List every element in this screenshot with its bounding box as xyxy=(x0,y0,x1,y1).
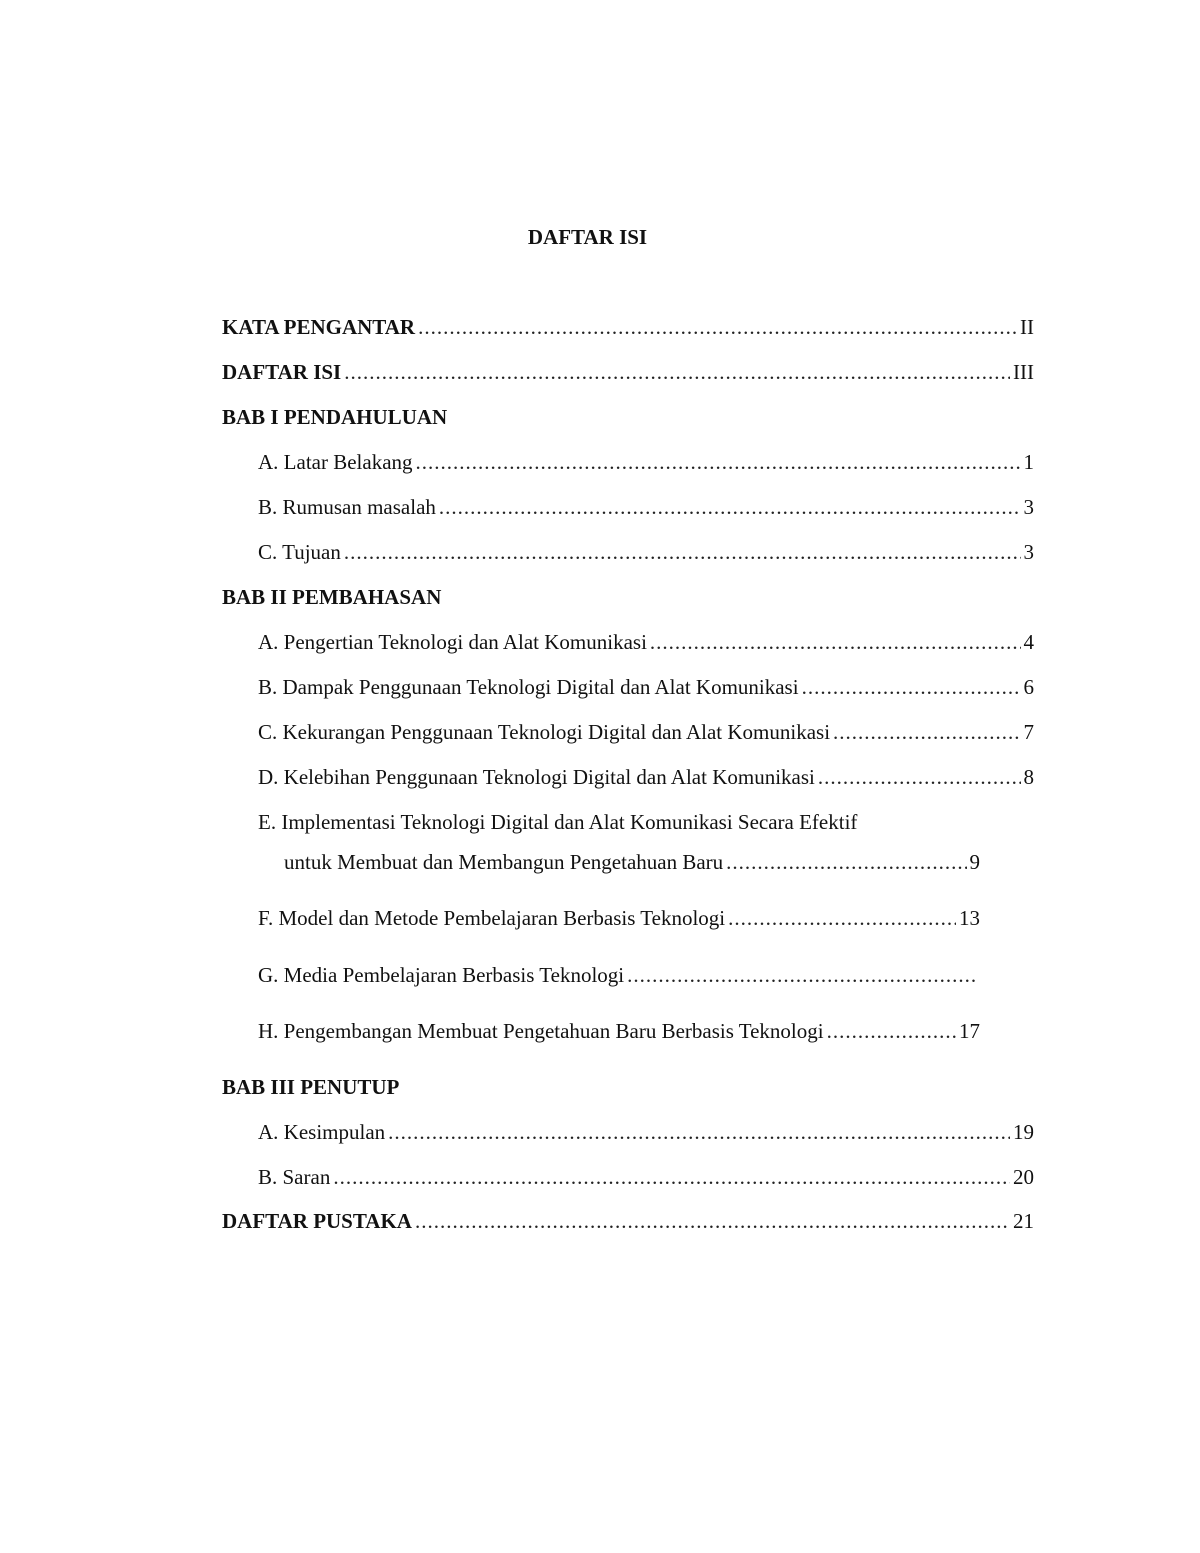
dot-leader xyxy=(818,762,1021,792)
toc-entry-label: C. Tujuan xyxy=(258,540,341,564)
toc-entry-page: 9 xyxy=(969,850,980,874)
toc-entry-page: 4 xyxy=(1023,630,1034,654)
toc-entry-label: A. Latar Belakang xyxy=(258,450,413,474)
toc-entry-daftar-isi[interactable] xyxy=(222,357,1034,387)
toc-entry[interactable] xyxy=(258,447,1034,477)
toc-entry-label: G. Media Pembelajaran Berbasis Teknologi xyxy=(258,963,625,987)
toc-entry-label: KATA PENGANTAR xyxy=(222,315,416,339)
dot-leader xyxy=(802,672,1021,702)
page-title: DAFTAR ISI xyxy=(527,225,648,249)
toc-entry-page: 8 xyxy=(1023,765,1034,789)
toc-entry-page: II xyxy=(1020,315,1034,339)
dot-leader xyxy=(344,537,1021,567)
toc-entry[interactable] xyxy=(258,717,1034,747)
toc-entry-page: 13 xyxy=(959,906,980,930)
toc-entry-page: 7 xyxy=(1023,720,1034,744)
chapter-heading-bab-2[interactable]: BAB II PEMBAHASAN xyxy=(222,585,442,609)
toc-entry-page: 3 xyxy=(1023,495,1034,519)
toc-entry-label: F. Model dan Metode Pembelajaran Berbasis Teknologi xyxy=(258,906,726,930)
dot-leader xyxy=(728,903,956,933)
toc-entry-label: DAFTAR ISI xyxy=(222,360,342,384)
toc-entry-page: 1 xyxy=(1023,450,1034,474)
toc-entry-daftar-pustaka[interactable] xyxy=(222,1206,1034,1236)
toc-entry-label: DAFTAR PUSTAKA xyxy=(222,1209,412,1233)
toc-entry[interactable] xyxy=(258,492,1034,522)
dot-leader xyxy=(439,492,1021,522)
dot-leader xyxy=(627,960,977,990)
toc-entry-label: B. Saran xyxy=(258,1165,331,1189)
toc-entry-first-line[interactable]: E. Implementasi Teknologi Digital dan Alat Komunikasi Secara Efektif xyxy=(258,810,858,834)
toc-entry-page: 6 xyxy=(1023,675,1034,699)
toc-entry[interactable] xyxy=(258,672,1034,702)
toc-entry-page: III xyxy=(1013,360,1034,384)
toc-entry[interactable] xyxy=(284,847,980,877)
dot-leader xyxy=(650,627,1021,657)
dot-leader xyxy=(388,1117,1010,1147)
toc-entry-page: 19 xyxy=(1013,1120,1034,1144)
dot-leader xyxy=(833,717,1020,747)
toc-entry-page: 21 xyxy=(1013,1209,1034,1233)
toc-entry[interactable] xyxy=(258,1016,980,1046)
toc-entry-label: H. Pengembangan Membuat Pengetahuan Baru Berbasis Teknologi xyxy=(258,1019,824,1043)
toc-entry[interactable] xyxy=(258,537,1034,567)
toc-entry-label: C. Kekurangan Penggunaan Teknologi Digital dan Alat Komunikasi xyxy=(258,720,831,744)
toc-entry-page: 17 xyxy=(959,1019,980,1043)
dot-leader xyxy=(827,1016,956,1046)
toc-entry[interactable] xyxy=(258,1117,1034,1147)
chapter-heading-bab-3[interactable]: BAB III PENUTUP xyxy=(222,1075,400,1099)
toc-entry-label: B. Dampak Penggunaan Teknologi Digital dan Alat Komunikasi xyxy=(258,675,799,699)
dot-leader xyxy=(344,357,1010,387)
dot-leader xyxy=(418,312,1017,342)
toc-entry-label: D. Kelebihan Penggunaan Teknologi Digital dan Alat Komunikasi xyxy=(258,765,815,789)
toc-entry-page: 3 xyxy=(1023,540,1034,564)
toc-entry[interactable] xyxy=(258,960,980,990)
toc-entry-kata-pengantar[interactable] xyxy=(222,312,1034,342)
toc-entry-page: 20 xyxy=(1013,1165,1034,1189)
dot-leader xyxy=(333,1162,1010,1192)
toc-entry[interactable] xyxy=(258,903,980,933)
toc-entry[interactable] xyxy=(258,1162,1034,1192)
toc-entry[interactable] xyxy=(258,627,1034,657)
toc-entry-label: B. Rumusan masalah xyxy=(258,495,436,519)
toc-entry[interactable] xyxy=(258,762,1034,792)
dot-leader xyxy=(726,847,966,877)
dot-leader xyxy=(416,447,1021,477)
chapter-heading-bab-1[interactable]: BAB I PENDAHULUAN xyxy=(222,405,448,429)
toc-entry-label: untuk Membuat dan Membangun Pengetahuan Baru xyxy=(284,850,724,874)
toc-entry-label: A. Kesimpulan xyxy=(258,1120,386,1144)
toc-entry-label: A. Pengertian Teknologi dan Alat Komunikasi xyxy=(258,630,647,654)
dot-leader xyxy=(415,1206,1010,1236)
